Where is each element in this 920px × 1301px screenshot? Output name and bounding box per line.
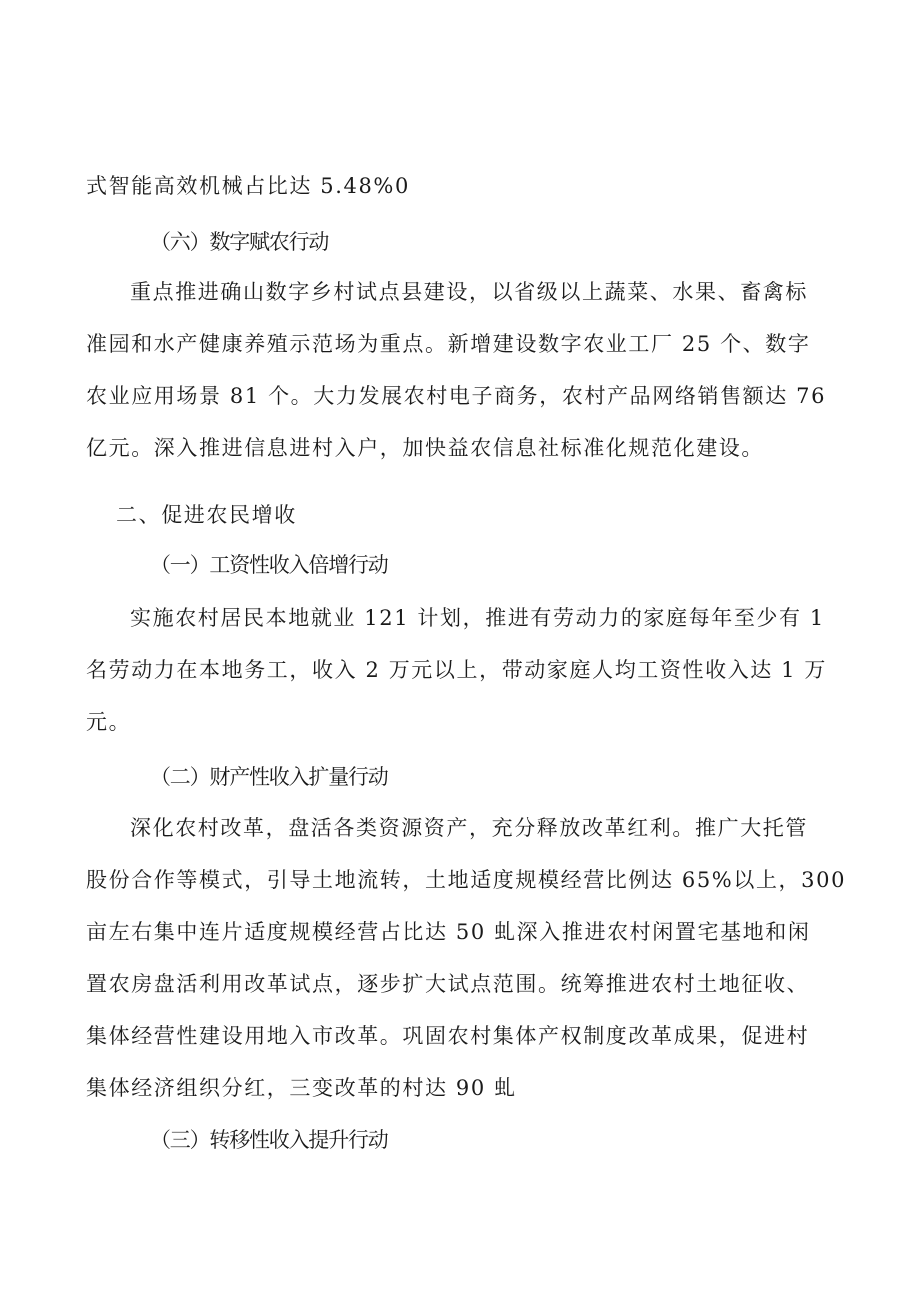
text-line: 式智能高效机械占比达 5.48%0 xyxy=(86,174,410,198)
text-line: 重点推进确山数字乡村试点县建设，以省级以上蔬菜、水果、畜禽标 xyxy=(130,280,808,304)
text-line: 亩左右集中连片适度规模经营占比达 50 虬深入推进农村闲置宅基地和闲 xyxy=(86,920,811,944)
section-heading: （二）财产性收入扩量行动 xyxy=(150,765,388,789)
text-line: 名劳动力在本地务工，收入 2 万元以上，带动家庭人均工资性收入达 1 万 xyxy=(86,658,828,682)
text-line: 集体经济组织分红，三变改革的村达 90 虬 xyxy=(86,1076,517,1100)
text-line: 元。 xyxy=(86,710,132,734)
section-heading: （一）工资性收入倍增行动 xyxy=(150,553,388,577)
text-line: 股份合作等模式，引导土地流转，土地适度规模经营比例达 65%以上，300 xyxy=(86,868,847,892)
chapter-heading: 二、促进农民增收 xyxy=(116,503,297,527)
section-heading: （三）转移性收入提升行动 xyxy=(150,1128,388,1152)
text-line: 准园和水产健康养殖示范场为重点。新增建设数字农业工厂 25 个、数字 xyxy=(86,332,811,356)
text-line: 亿元。深入推进信息进村入户，加快益农信息社标准化规范化建设。 xyxy=(86,436,764,460)
section-heading: （六）数字赋农行动 xyxy=(150,230,329,254)
text-line: 集体经营性建设用地入市改革。巩固农村集体产权制度改革成果，促进村 xyxy=(86,1024,810,1048)
text-line: 实施农村居民本地就业 121 计划，推进有劳动力的家庭每年至少有 1 xyxy=(130,606,825,630)
text-line: 农业应用场景 81 个。大力发展农村电子商务，农村产品网络销售额达 76 xyxy=(86,384,827,408)
text-line: 深化农村改革，盘活各类资源资产，充分释放改革红利。推广大托管 xyxy=(130,816,808,840)
text-line: 置农房盘活利用改革试点，逐步扩大试点范围。统筹推进农村土地征收、 xyxy=(86,972,810,996)
